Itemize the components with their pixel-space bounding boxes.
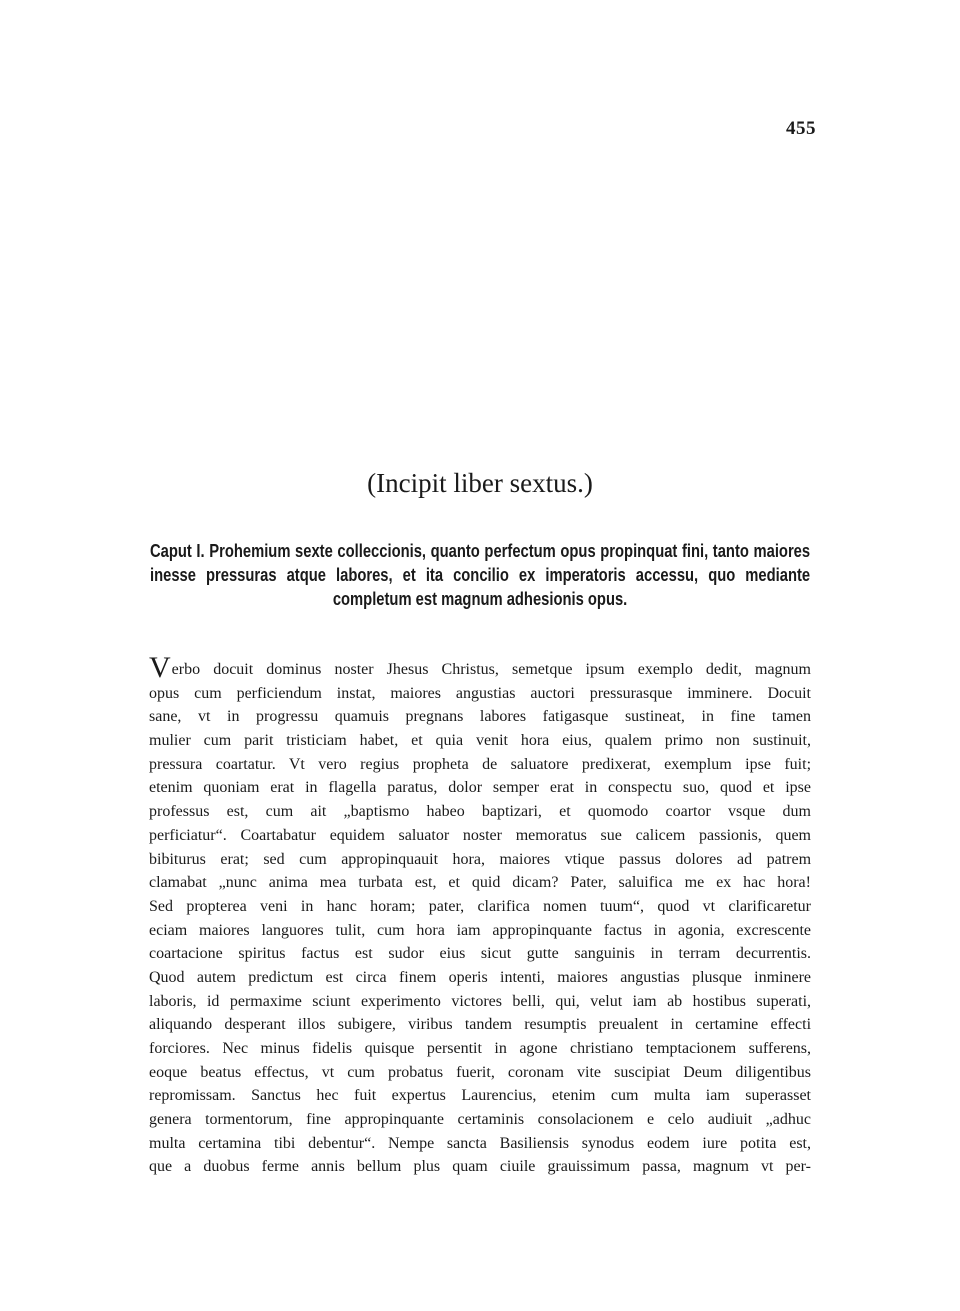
body-line: que a duobus ferme annis bellum plus quam ciuile grauissimum passa, magnum vt per-: [149, 1158, 811, 1176]
body-line: aliquando desperant illos subigere, viribus tandem resumptis preualent in certamine effecti: [149, 1016, 812, 1034]
body-text: [149, 651, 812, 1179]
body-line: clamabat „nunc anima mea turbata est, et quid dicam? Pater, saluifica me ex hac hora!: [149, 874, 811, 892]
body-line: etenim quoniam erat in flagella paratus, dolor semper erat in conspectu suo, quod et ipse: [149, 779, 811, 797]
body-line: multa certamina tibi debentur“. Nempe sancta Basiliensis synodus eodem iure potita est,: [149, 1134, 811, 1152]
book-title: (Incipit liber sextus.): [367, 468, 593, 498]
body-line: bibiturus erat; sed cum appropinquauit hora, maiores vtique passus dolores ad patrem: [149, 850, 812, 868]
body-line: Sed propterea veni in hanc horam; pater, clarifica nomen tuum“, quod vt clarificaretur: [149, 897, 811, 915]
chapter-heading: Caput I. Prohemium sexte colleccionis, quanto perfectum opus propinquat fini, tanto maiores inesse pressuras atque labores, et ita concilio ex imperatoris accessu, quo mediante completum est magnum adhesionis opus.: [150, 541, 811, 609]
drop-initial: V: [149, 651, 171, 684]
body-line: forciores. Nec minus fidelis quisque persentit in agone christiano temptacionem sufferens,: [149, 1040, 812, 1057]
body-line: Quod autem predictum est circa finem operis intenti, maiores angustias plusque inminere: [149, 968, 812, 986]
body-line: eoque beatus effectus, vt cum probatus fuerit, coronam vite suscipiat Deum diligentibus: [149, 1063, 811, 1081]
body-line: sane, vt in progressu quamuis pregnans labores fatigasque sustineat, in fine tamen: [149, 708, 812, 726]
body-line: pressura coartatur. Vt vero regius propheta de saluatore predixerat, exemplum ipse fuit;: [149, 755, 812, 773]
body-line: laboris, id permaxime sciunt experimento victores belli, qui, velut iam ab hostibus superati,: [149, 992, 812, 1010]
body-line: opus cum perficiendum instat, maiores angustias auctori pressurasque imminere. Docuit: [149, 684, 811, 702]
body-line-text: erbo docuit dominus noster Jhesus Christus, semetque ipsum exemplo dedit, magnum: [171, 661, 811, 678]
page-number: 455: [786, 118, 816, 139]
body-line: perficiatur“. Coartabatur equidem saluator noster memoratus sue calicem passionis, quem: [149, 826, 811, 844]
body-line: repromissam. Sanctus hec fuit expertus Laurencius, etenim cum multa iam superasset: [149, 1087, 811, 1105]
body-line: professus est, cum ait „baptismo habeo baptizari, et quomodo coartor vsque dum: [149, 803, 811, 821]
body-line: genera tormentorum, fine appropinquante certaminis consolacionem e celo audiuit „adhuc: [149, 1111, 811, 1129]
body-line: [149, 651, 811, 684]
body-line: eciam maiores languores tulit, cum hora iam appropinquante factus in agonia, excrescente: [149, 921, 812, 939]
body-line: coartacione spiritus factus est sudor eius sicut gutte sanguinis in terram decurrentis.: [149, 945, 812, 963]
body-line: mulier cum parit tristiciam habet, et quia venit hora eius, qualem primo non sustinuit,: [149, 732, 811, 750]
